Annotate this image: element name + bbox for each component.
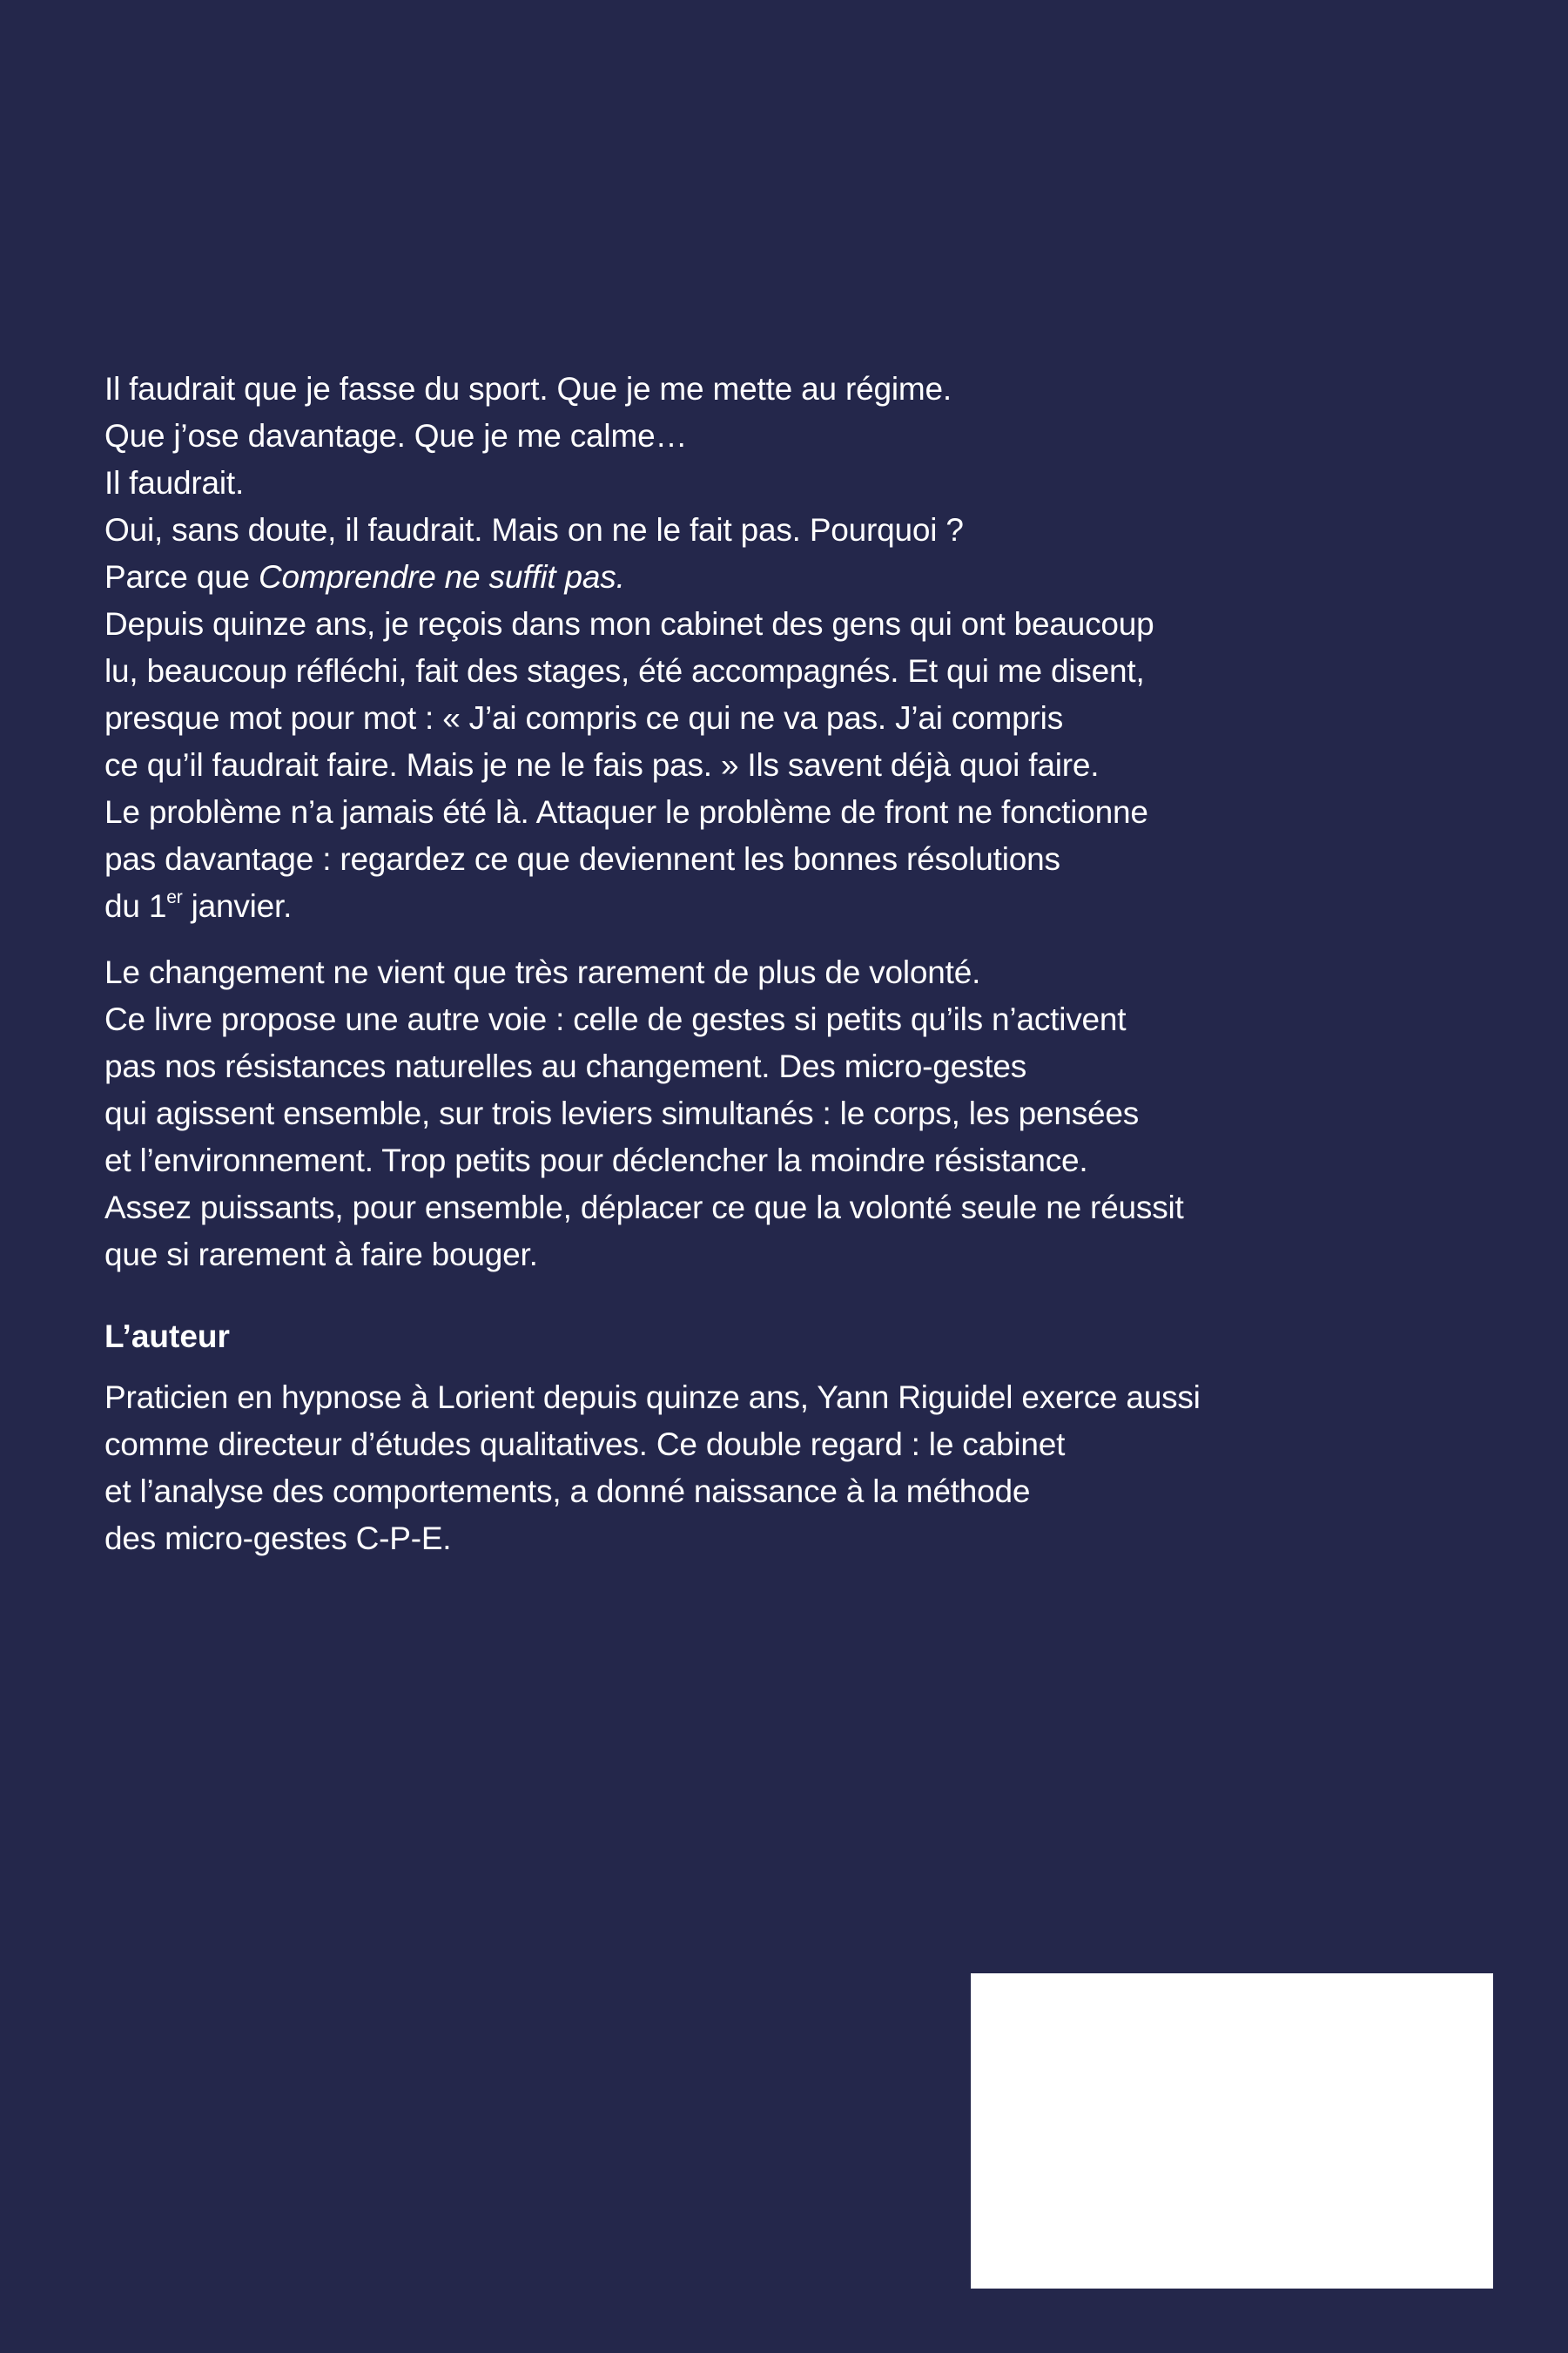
intro-paragraph xyxy=(104,366,1358,930)
ordinal-superscript: er xyxy=(166,887,183,907)
text-line: Praticien en hypnose à Lorient depuis quinze ans, Yann Riguidel exerce aussi xyxy=(104,1379,1201,1415)
text-line: et l’analyse des comportements, a donné naissance à la méthode xyxy=(104,1473,1031,1509)
text-line: Ce livre propose une autre voie : celle de gestes si petits qu’ils n’activent xyxy=(104,1001,1127,1037)
text-line: Que j’ose davantage. Que je me calme… xyxy=(104,418,688,454)
book-title-italic: Comprendre ne suffit pas. xyxy=(258,559,625,595)
text-segment: janvier. xyxy=(182,888,293,924)
text-line: comme directeur d’études qualitatives. Ce double regard : le cabinet xyxy=(104,1426,1066,1462)
text-line: ce qu’il faudrait faire. Mais je ne le fais pas. » Ils savent déjà quoi faire. xyxy=(104,747,1100,783)
text-line: Le changement ne vient que très rarement de plus de volonté. xyxy=(104,954,981,990)
text-segment: du 1 xyxy=(104,888,167,924)
text-line: Oui, sans doute, il faudrait. Mais on ne le fait pas. Pourquoi ? xyxy=(104,512,964,548)
text-line: et l’environnement. Trop petits pour déclencher la moindre résistance. xyxy=(104,1143,1088,1178)
text-line: qui agissent ensemble, sur trois leviers simultanés : le corps, les pensées xyxy=(104,1096,1140,1131)
author-section xyxy=(104,1313,1358,1562)
text-line xyxy=(104,883,1358,930)
text-line xyxy=(104,554,1358,601)
text-line: Assez puissants, pour ensemble, déplacer ce que la volonté seule ne réussit xyxy=(104,1190,1184,1225)
text-line: pas davantage : regardez ce que deviennent les bonnes résolutions xyxy=(104,841,1060,877)
text-line: pas nos résistances naturelles au changement. Des micro-gestes xyxy=(104,1048,1027,1084)
text-line: Depuis quinze ans, je reçois dans mon cabinet des gens qui ont beaucoup xyxy=(104,606,1154,642)
text-line: que si rarement à faire bouger. xyxy=(104,1237,538,1272)
back-cover-text xyxy=(104,366,1358,1562)
text-line: presque mot pour mot : « J’ai compris ce qui ne va pas. J’ai compris xyxy=(104,700,1063,736)
text-line: lu, beaucoup réfléchi, fait des stages, été accompagnés. Et qui me disent, xyxy=(104,653,1145,689)
author-heading: L’auteur xyxy=(104,1318,230,1354)
section-spacer xyxy=(104,1278,1358,1313)
paragraph-spacer xyxy=(104,930,1358,949)
text-line: des micro-gestes C-P-E. xyxy=(104,1520,452,1556)
text-line: Il faudrait. xyxy=(104,465,245,501)
barcode-placeholder-box xyxy=(971,1973,1493,2289)
text-segment: Parce que xyxy=(104,559,259,595)
text-line: Il faudrait que je fasse du sport. Que je me mette au régime. xyxy=(104,371,952,407)
method-paragraph xyxy=(104,949,1358,1278)
text-line: Le problème n’a jamais été là. Attaquer le problème de front ne fonctionne xyxy=(104,794,1148,830)
